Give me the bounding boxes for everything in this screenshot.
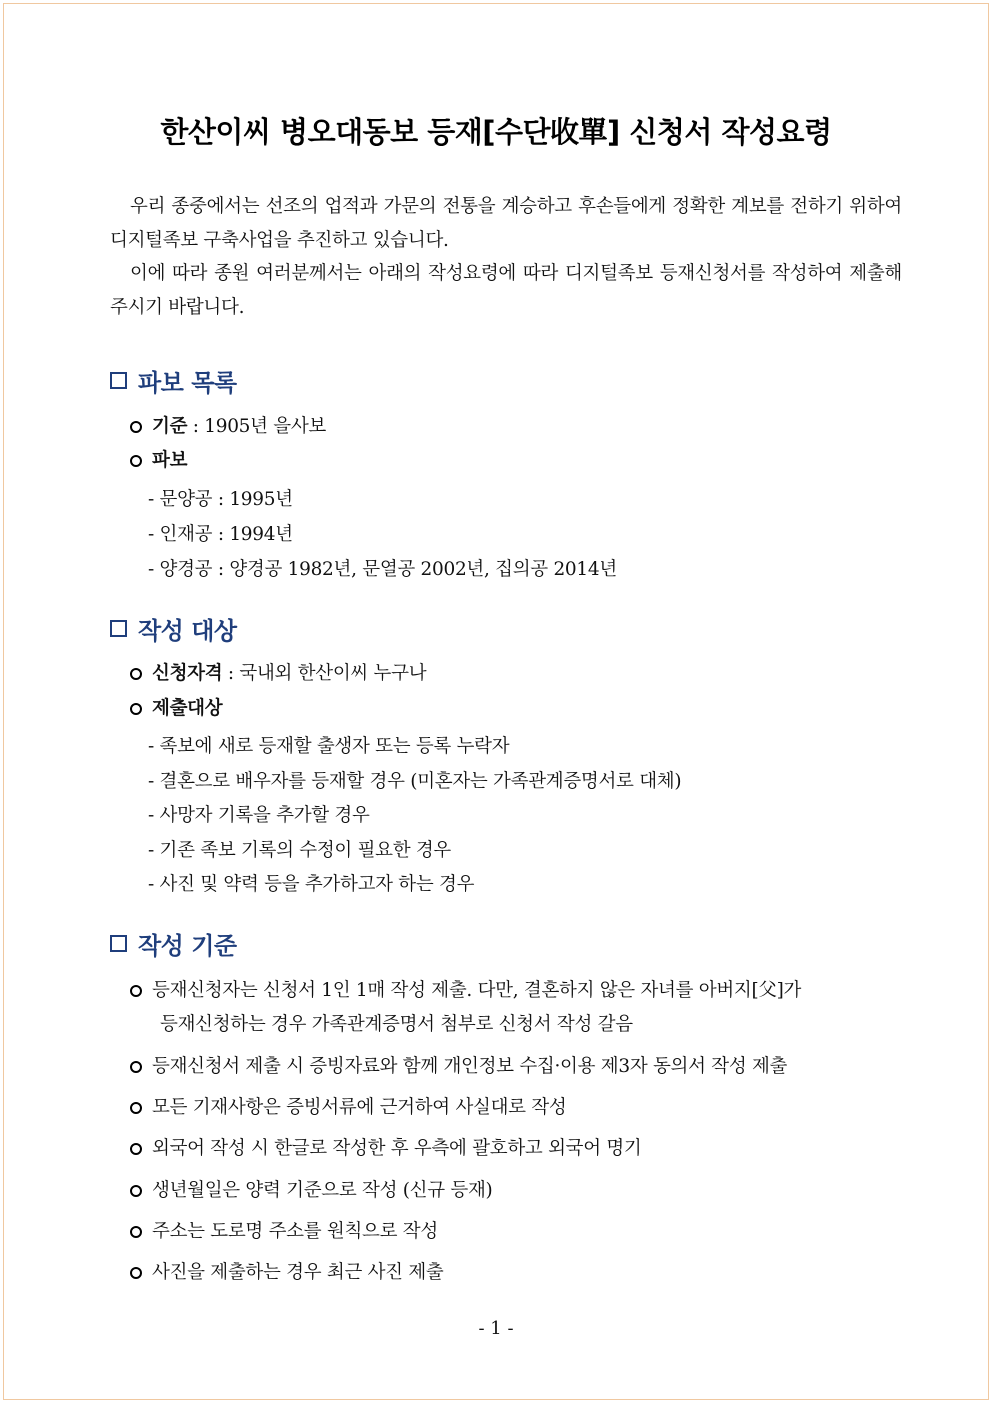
list-item: 주소는 도로명 주소를 원칙으로 작성 xyxy=(130,1215,910,1249)
intro-paragraph-2: 이에 따라 종원 여러분께서는 아래의 작성요령에 따라 디지털족보 등재신청서를 작성하여 제출해 주시기 바랍니다. xyxy=(110,263,902,318)
intro-paragraph-1: 우리 종중에서는 선조의 업적과 가문의 전통을 계승하고 후손들에게 정확한 계보를 전하기 위하여 디지털족보 구축사업을 추진하고 있습니다. xyxy=(110,196,902,251)
list-item: 등재신청자는 신청서 1인 1매 작성 제출. 다만, 결혼하지 않은 자녀를 아버지[父]가 등재신청하는 경우 가족관계증명서 첨부로 신청서 작성 갈음 xyxy=(130,974,910,1041)
sub-item: - 족보에 새로 등재할 출생자 또는 등록 누락자 xyxy=(148,736,510,757)
section-heading-criteria: 작성 기준 xyxy=(110,926,237,961)
circle-bullet-icon xyxy=(130,1185,142,1197)
list-item: 파보 xyxy=(130,444,910,478)
circle-bullet-icon xyxy=(130,703,142,715)
list-item: 생년월일은 양력 기준으로 작성 (신규 등재) xyxy=(130,1174,910,1208)
section-heading-target: 작성 대상 xyxy=(110,611,237,646)
circle-bullet-icon xyxy=(130,668,142,680)
sub-item: - 사진 및 약력 등을 추가하고자 하는 경우 xyxy=(148,874,475,895)
circle-bullet-icon xyxy=(130,985,142,997)
square-box-icon xyxy=(110,372,127,389)
document-title: 한산이씨 병오대동보 등재[수단收單] 신청서 작성요령 xyxy=(160,115,832,149)
circle-bullet-icon xyxy=(130,1102,142,1114)
list-item: 등재신청서 제출 시 증빙자료와 함께 개인정보 수집·이용 제3자 동의서 작성 제출 xyxy=(130,1050,910,1084)
circle-bullet-icon xyxy=(130,1061,142,1073)
circle-bullet-icon xyxy=(130,1143,142,1155)
sub-item: - 인재공 : 1994년 xyxy=(148,524,293,545)
list-item: 외국어 작성 시 한글로 작성한 후 우측에 괄호하고 외국어 명기 xyxy=(130,1132,910,1166)
list-item: 기준 : 1905년 을사보 xyxy=(130,410,910,444)
square-box-icon xyxy=(110,935,127,952)
page-number: - 1 - xyxy=(478,1318,514,1339)
sub-item: - 사망자 기록을 추가할 경우 xyxy=(148,805,370,826)
list-item: 사진을 제출하는 경우 최근 사진 제출 xyxy=(130,1256,910,1290)
circle-bullet-icon xyxy=(130,455,142,467)
list-item: 신청자격 : 국내외 한산이씨 누구나 xyxy=(130,657,910,691)
intro-text xyxy=(110,190,902,324)
sub-item: - 양경공 : 양경공 1982년, 문열공 2002년, 집의공 2014년 xyxy=(148,559,617,580)
sub-item: - 결혼으로 배우자를 등재할 경우 (미혼자는 가족관계증명서로 대체) xyxy=(148,771,682,792)
sub-item: - 기존 족보 기록의 수정이 필요한 경우 xyxy=(148,840,452,861)
square-box-icon xyxy=(110,620,127,637)
list-item: 제출대상 xyxy=(130,692,910,726)
list-item: 모든 기재사항은 증빙서류에 근거하여 사실대로 작성 xyxy=(130,1091,910,1125)
circle-bullet-icon xyxy=(130,1267,142,1279)
section-heading-pabo: 파보 목록 xyxy=(110,363,237,398)
sub-item: - 문양공 : 1995년 xyxy=(148,489,293,510)
circle-bullet-icon xyxy=(130,421,142,433)
circle-bullet-icon xyxy=(130,1226,142,1238)
